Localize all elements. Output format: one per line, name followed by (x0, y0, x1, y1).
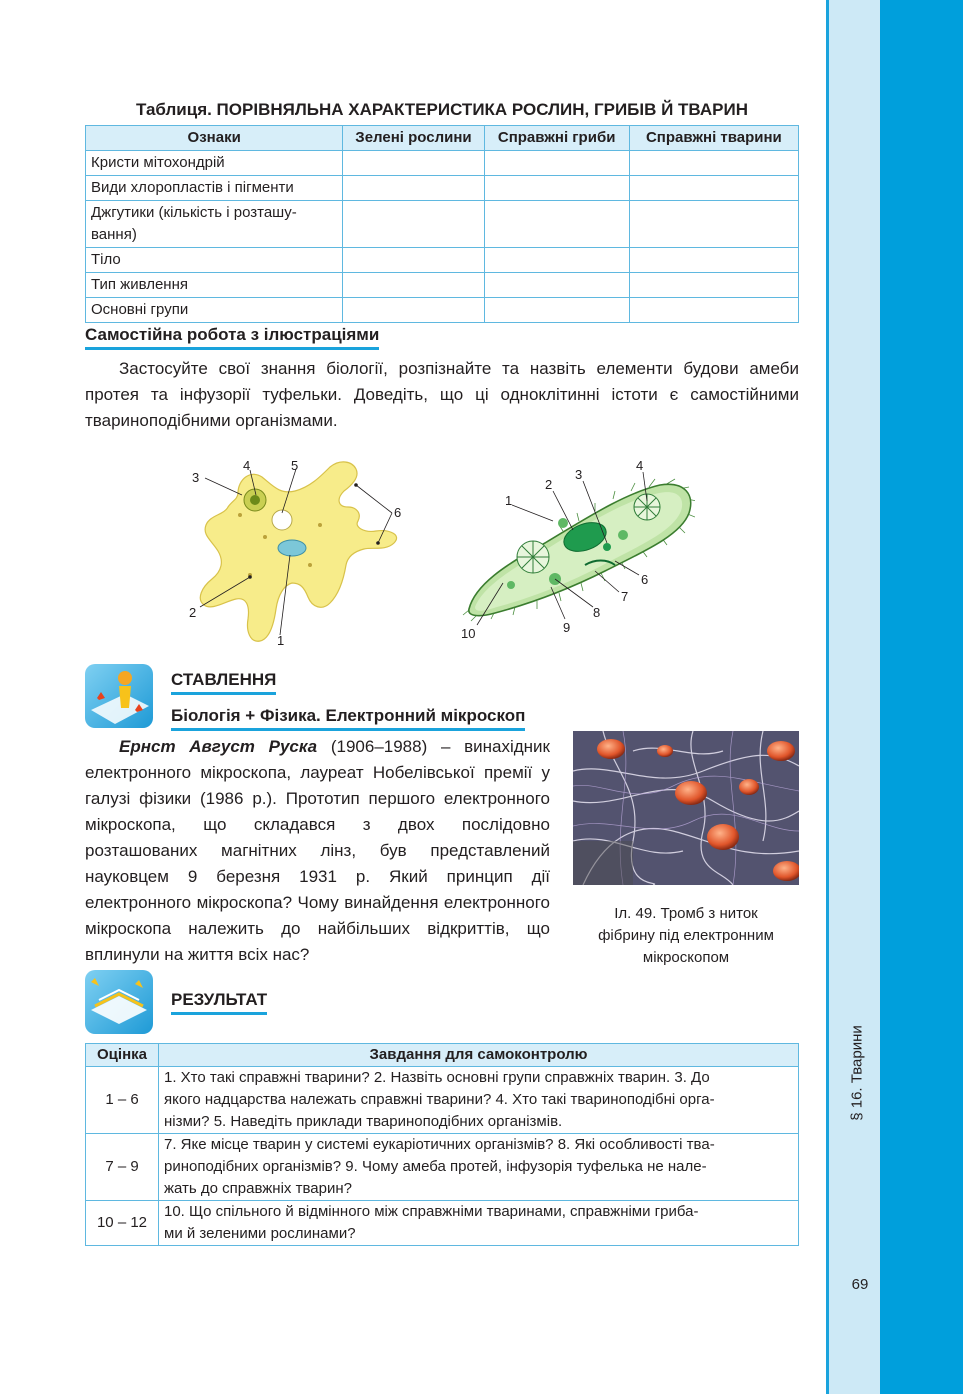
table-cell (629, 176, 798, 201)
table-cell (629, 248, 798, 273)
question-line: нізми? 5. Наведіть приклади твариноподібних організмів. (164, 1113, 563, 1130)
table-cell (343, 176, 484, 201)
self-control-table (85, 1043, 799, 1246)
paramecium-label: 3 (575, 467, 583, 482)
grade-cell: 7 – 9 (86, 1134, 159, 1201)
question-line: 10. Що спільного й відмінного між справжніми тваринами, справжніми гриба- (164, 1203, 699, 1220)
paramecium-food-vacuole (558, 518, 568, 528)
table-row-label: Види хлоропластів і пігменти (86, 176, 343, 201)
illustrations-heading-wrap (85, 325, 379, 345)
table-cell (629, 201, 798, 248)
table-cell (629, 273, 798, 298)
question-line: 7. Яке місце тварин у системі еукаріотичних організмів? 8. Які особливості тва- (164, 1136, 715, 1153)
photo-caption (573, 903, 799, 969)
table-row-label: Основні групи (86, 298, 343, 323)
comparison-table (85, 125, 799, 323)
question-line: жать до справжніх тварин? (164, 1180, 352, 1197)
paramecium-diagram (455, 455, 695, 645)
amoeba-granule (263, 535, 267, 539)
table-row-label-line: вання) (91, 226, 137, 243)
questions-cell (159, 1134, 799, 1201)
amoeba-label: 2 (189, 605, 197, 620)
grade-cell: 10 – 12 (86, 1201, 159, 1246)
amoeba-leader-dot (376, 541, 380, 545)
table-cell (484, 298, 629, 323)
table-row (86, 201, 799, 248)
photo-caption-line: Іл. 49. Тромб з ниток (614, 905, 758, 922)
amoeba-label: 6 (394, 505, 402, 520)
table-cell (484, 248, 629, 273)
table-row-label: Кристи мітохондрій (86, 151, 343, 176)
paramecium-label: 10 (461, 626, 476, 641)
table-row (86, 151, 799, 176)
table-row-label: Тіло (86, 248, 343, 273)
attitude-subheading-wrap (171, 706, 525, 726)
result-heading-wrap (171, 990, 267, 1010)
paramecium-food-vacuole (507, 581, 515, 589)
table-header-cell: Оцінка (86, 1044, 159, 1067)
question-line: 1. Хто такі справжні тварини? 2. Назвіть основні групи справжніх тварин. 3. До (164, 1069, 710, 1086)
result-icon (85, 970, 153, 1034)
amoeba-label: 5 (291, 458, 299, 473)
amoeba-label: 3 (192, 470, 200, 485)
attitude-heading-wrap (171, 670, 276, 690)
table-row (86, 298, 799, 323)
margin-band-light (828, 0, 880, 1394)
paramecium-label: 4 (636, 458, 644, 473)
table-title: Таблиця. ПОРІВНЯЛЬНА ХАРАКТЕРИСТИКА РОСЛИН, ГРИБІВ Й ТВАРИН (136, 100, 748, 119)
table-cell (484, 273, 629, 298)
table-header-cell: Завдання для самоконтролю (159, 1044, 799, 1067)
amoeba-granule (238, 513, 242, 517)
amoeba-label: 4 (243, 458, 251, 473)
table-cell (343, 248, 484, 273)
amoeba-label: 1 (277, 633, 285, 648)
table-header-cell: Справжні тварини (629, 126, 798, 151)
table-header-row (86, 1044, 799, 1067)
scientist-name: Ернст Август Руска (119, 737, 318, 756)
table-cell (343, 201, 484, 248)
amoeba-food-particle (250, 495, 260, 505)
paramecium-label: 9 (563, 620, 571, 635)
amoeba-nucleus (278, 540, 306, 556)
table-cell (343, 298, 484, 323)
paramecium-label: 7 (621, 589, 629, 604)
page-number: 69 (851, 1276, 869, 1293)
question-line: ми й зеленими рослинами? (164, 1225, 356, 1242)
paramecium-label: 6 (641, 572, 649, 587)
table-cell (484, 201, 629, 248)
table-row (86, 1134, 799, 1201)
amoeba-diagram (180, 455, 420, 655)
attitude-paragraph-text: (1906–1988) – винахідник електронного мікроскопа, лауреат Нобелівської премії у галузі фізики (1986 р.). Прототип першого електронного мікроскопа, що складався з двох послідовно розташованих магнітних лінз, був представлений науковцем 9 березня 1931 р. Який принцип дії електронного мікроскопа? Чому винайдення електронного мікроскопа належить до найбільших відкриттів, що вплинули на життя всіх нас? (85, 737, 550, 964)
table-cell (629, 298, 798, 323)
paramecium-micronucleus (603, 543, 611, 551)
amoeba-granule (318, 523, 322, 527)
table-row (86, 248, 799, 273)
margin-band-edge (826, 0, 829, 1394)
table-cell (343, 273, 484, 298)
table-header-cell: Справжні гриби (484, 126, 629, 151)
attitude-icon (85, 664, 153, 728)
table-header-cell: Ознаки (86, 126, 343, 151)
questions-cell (159, 1067, 799, 1134)
table-header-cell: Зелені рослини (343, 126, 484, 151)
table-cell (484, 151, 629, 176)
table-row (86, 1201, 799, 1246)
paramecium-label: 2 (545, 477, 553, 492)
grade-cell: 1 – 6 (86, 1067, 159, 1134)
paramecium-food-vacuole (618, 530, 628, 540)
table-row-label-line: Джгутики (кількість і розташу- (91, 204, 297, 221)
amoeba-leader-dot (354, 483, 358, 487)
table-cell (629, 151, 798, 176)
illustrations-paragraph: Застосуйте свої знання біології, розпізнайте та назвіть елементи будови амеби протея та інфузорії туфельки. Доведіть, що ці одноклітинні істоти є самостійними твариноподібними організмами. (85, 359, 799, 430)
margin-band-dark (880, 0, 963, 1394)
amoeba-granule (308, 563, 312, 567)
table-row-label: Тип живлення (86, 273, 343, 298)
illustrations-heading: Самостійна робота з ілюстраціями (85, 325, 379, 350)
table-row (86, 273, 799, 298)
attitude-paragraph (85, 734, 550, 968)
attitude-subheading: Біологія + Фізика. Електронний мікроскоп (171, 706, 525, 731)
fibrin-photo (573, 731, 799, 885)
photo-caption-line: фібрину під електронним (598, 927, 774, 944)
table-header-row (86, 126, 799, 151)
photo-caption-line: мікроскопом (642, 949, 730, 966)
amoeba-leader-dot (248, 575, 252, 579)
table-cell (484, 176, 629, 201)
table-row (86, 176, 799, 201)
paramecium-label: 8 (593, 605, 601, 620)
table-cell (343, 151, 484, 176)
paramecium-label: 1 (505, 493, 513, 508)
table-row-label (86, 201, 343, 248)
question-line: якого надцарства належать справжні тварини? 4. Хто такі твариноподібні орга- (164, 1091, 715, 1108)
result-heading: РЕЗУЛЬТАТ (171, 990, 267, 1015)
section-side-label: § 16. Тварини (848, 1025, 866, 1121)
questions-cell (159, 1201, 799, 1246)
table-row (86, 1067, 799, 1134)
attitude-heading: СТАВЛЕННЯ (171, 670, 276, 695)
question-line: риноподібних організмів? 9. Чому амеба протей, інфузорія туфелька не нале- (164, 1158, 707, 1175)
